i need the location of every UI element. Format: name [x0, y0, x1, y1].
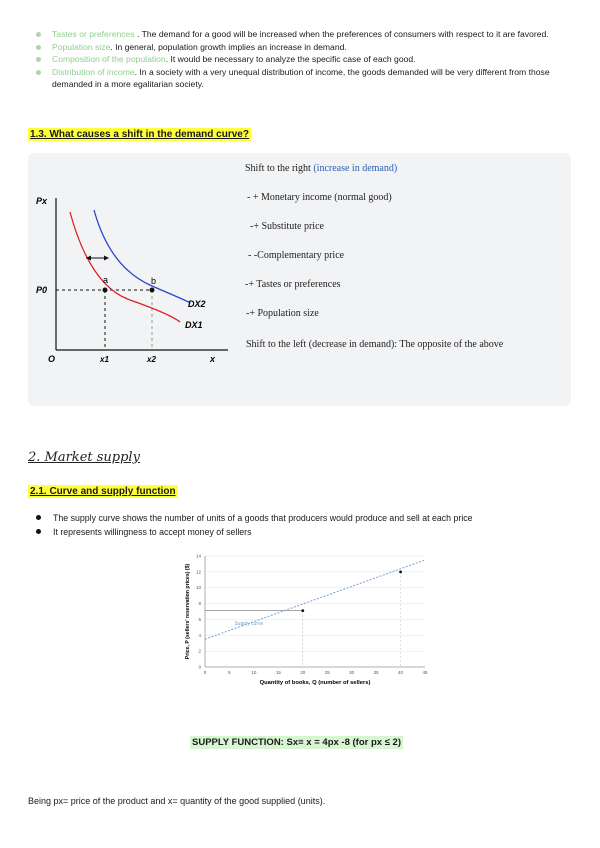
y-axis-label: Px [36, 196, 48, 206]
term: Composition of the population [52, 54, 166, 65]
point-a [103, 288, 108, 293]
point-b-label: b [151, 276, 157, 286]
shift-right-text: Shift to the right (increase in demand) [245, 163, 398, 174]
x-tick-label: 25 [324, 670, 330, 675]
market-supply-title: 2. Market supply [28, 450, 140, 465]
list-item [28, 41, 573, 54]
determinants-list [28, 28, 573, 91]
list-item: It represents willingness to accept money of sellers [36, 525, 576, 539]
chart-x-label: Quantity of books, Q (number of sellers) [259, 680, 371, 686]
y-tick-label: 6 [198, 616, 201, 622]
origin-label: O [48, 354, 56, 364]
list-item: The supply curve shows the number of units of a goods that producers would produce and sell at each price [36, 511, 576, 525]
arrow-head-right-icon [104, 256, 109, 261]
chart-y-label: Price, P (sellers' reservation prices) ($) [185, 563, 191, 660]
term: Distribution of income [52, 66, 135, 77]
shift-factor: -+ Tastes or preferences [245, 279, 341, 290]
term: Tastes or preferences [52, 29, 135, 39]
x-tick-label: 0 [203, 670, 207, 675]
list-item [28, 66, 573, 91]
x-tick-label: 35 [373, 670, 379, 675]
bullet-icon [36, 515, 41, 520]
bullet-icon [36, 45, 41, 50]
shift-factor: -+ Substitute price [250, 221, 324, 232]
supply-heading: 2.1. Curve and supply function [30, 486, 176, 497]
shift-left-text: Shift to the left (decrease in demand): The opposite of the above [246, 339, 504, 350]
price-label: P0 [36, 285, 48, 295]
curve-dx1-label: DX1 [185, 320, 203, 330]
curve-dx2-label: DX2 [188, 299, 206, 309]
description: . The demand for a good will be increased when the preferences of consumers with respect to it are favored. [134, 29, 549, 39]
shift-factor: - -Complementary price [248, 250, 345, 261]
point-b [150, 288, 155, 293]
demand-curve-dx2 [94, 210, 189, 302]
x-tick-label: 45 [422, 670, 428, 675]
supply-chart [170, 546, 435, 691]
supply-point [399, 570, 402, 573]
x-tick-label: 5 [228, 670, 231, 675]
term: Population size [52, 41, 111, 52]
supply-bullets [36, 511, 576, 539]
y-tick-label: 12 [195, 569, 201, 575]
bullet-icon [36, 57, 41, 62]
description: . In a society with a very unequal distribution of income, the goods demanded will be very different from those demanded in a more egalitarian society. [52, 66, 550, 90]
list-item [28, 28, 573, 41]
x-axis-label: x [210, 354, 216, 364]
demand-shift-graph [30, 190, 230, 365]
bullet-icon [36, 70, 41, 75]
x-tick-label: 10 [251, 670, 257, 675]
x-tick-label: 40 [398, 670, 404, 675]
shift-factor: -+ Population size [246, 308, 319, 319]
x-tick-label: 30 [349, 670, 355, 675]
x1-label: x1 [100, 355, 109, 364]
y-tick-label: 8 [198, 601, 201, 607]
x-tick-label: 15 [275, 670, 281, 675]
supply-point [301, 609, 304, 612]
description: . In general, population growth implies an increase in demand. [110, 41, 347, 52]
supply-function: SUPPLY FUNCTION: Sx≡ x = 4px -8 (for px ≤ 2) [192, 737, 402, 748]
y-tick-label: 4 [198, 632, 201, 638]
series-label: Supply curve [234, 620, 264, 627]
list-item [28, 53, 573, 66]
x-tick-label: 20 [300, 670, 306, 675]
description: . It would be necessary to analyze the specific case of each good. [165, 54, 416, 65]
y-tick-label: 0 [198, 664, 201, 670]
y-tick-label: 2 [198, 648, 201, 654]
footer-note: Being px= price of the product and x= quantity of the good supplied (units). [28, 796, 326, 806]
y-tick-label: 10 [195, 585, 201, 591]
bullet-icon [36, 32, 41, 37]
x2-label: x2 [147, 355, 156, 364]
chart-grid [205, 556, 425, 667]
y-tick-label: 14 [195, 553, 201, 559]
point-a-label: a [103, 275, 109, 285]
shift-factor: - + Monetary income (normal good) [247, 192, 392, 203]
section-heading: 1.3. What causes a shift in the demand curve? [30, 129, 249, 140]
bullet-icon [36, 529, 41, 534]
